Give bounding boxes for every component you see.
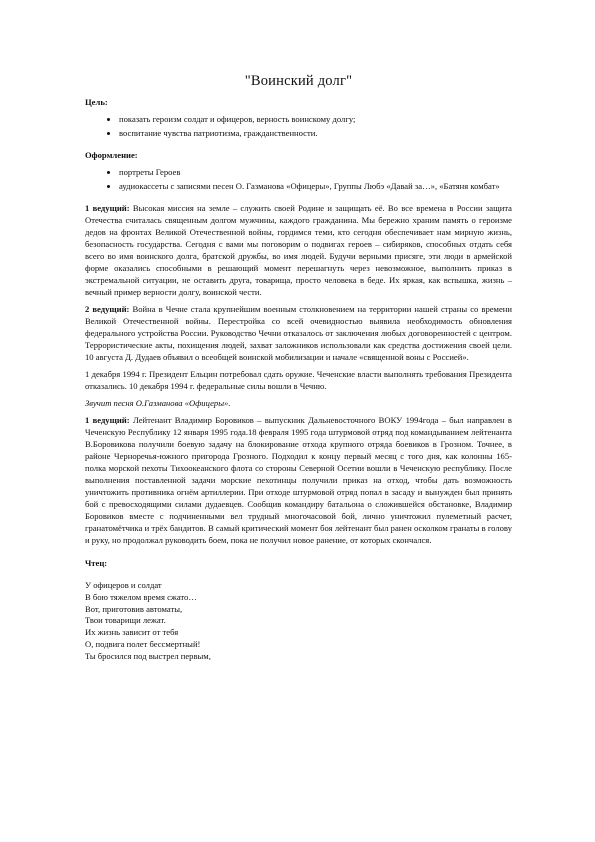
paragraph-host2 [85,303,512,363]
paragraph-host1 [85,202,512,298]
speaker-label: 1 ведущий: [85,203,130,213]
poem-line: О, подвига полет бессмертный! [85,638,201,649]
paragraph-host1-borovikov [85,414,512,546]
goal-item: • воспитание чувства патриотизма, гражданственности. [119,127,512,139]
poem-line: Твои товарищи лежат. [85,615,166,626]
song-note: Звучит песня О.Газманова «Офицеры». [85,398,231,408]
goal-item: • показать героизм солдат и офицеров, верность воинскому долгу; [119,113,512,125]
goal-list [85,113,512,139]
decor-item: • портреты Героев [119,166,512,178]
paragraph-date: 1 декабря 1994 г. Президент Ельцин потребовал сдать оружие. Чеченские власти выполнять требования Президента отказались. 10 декабря 1994 г. федеральные силы вошли в Чечню. [85,369,512,391]
document-page [85,72,512,663]
page-title: "Воинский долг" [244,73,353,89]
poem-line: Вот, приготовив автоматы, [85,603,183,614]
poem-line: Их жизнь зависит от тебя [85,627,179,638]
poem-line: У офицеров и солдат [85,580,162,590]
poem-line: Ты бросился под выстрел первым, [85,650,211,661]
paragraph-text: Война в Чечне стала крупнейшим военным столкновением на территории нашей страны со времени Великой Отечественной войны. Перестройка со всей очевидностью выявила необходимость обновления федерального устройства России. Руководство Чечни отказалось от заключения любых договоренностей с центром. Террористические акты, похищения людей, захват заложников использовали как средства достижения своей цели. 10 августа Д. Дудаев объявил о всеобщей воинской мобилизации и начале «священной воны с Россией». [85,304,513,362]
decor-list [85,166,512,192]
reader-heading: Чтец: [85,558,108,568]
goal-heading: Цель: [85,97,108,107]
paragraph-text: Высокая миссия на земле – служить своей Родине и защищать её. Во все времена в России защита Отечества считалась священным долгом мужчины, каждого гражданина. Мы бережно храним память о героизме дедов на фронтах Великой Отечественной войны, гордимся теми, кто сегодня обеспечивает нам мирную жизнь, безопасность государства. Сегодня с вами мы поговорим о подвигах героев – сибиряков, способных отдать себя всего во имя воинского долга, братской дружбы, во имя людей. Будучи верными присяге, эти люди в армейской форме оказались способными в решающий момент перешагнуть через невозможное, выполнить приказ в экстремальной ситуации, не оставить друга, товарища, просто человека в беде. Их яркая, как вспышка, жизнь – вечный пример верности долгу, воинской чести. [85,203,513,297]
decor-item: • аудиокассеты с записями песен О. Газманова «Офицеры», Группы Любэ «Давай за…», «Батяня комбат» [119,180,512,192]
speaker-label: 1 ведущий: [85,415,130,425]
speaker-label: 2 ведущий: [85,304,130,314]
poem [85,580,512,663]
poem-line: В бою тяжелом время сжато… [85,591,197,602]
paragraph-text: Лейтенант Владимир Боровиков – выпускник Дальневосточного ВОКУ 1994года – был направлен в Чеченскую Республику 12 января 1995 года.18 февраля 1995 года штурмовой отряд под командыванием лейтенанта В.Боровикова получили боевую задачу на блокирование отхода крупного отряда боевиков в Грозном. Точнее, в районе Черноречья-южного пригорода Грозного. Подходил к концу первый месяц с того дня, как колонны 165-полка морской пехоты Тихоокеанского флота со стороны Северной Осетии вошли в Чеченскую республику. После выполнения поставленной задачи морские пехотинцы получили приказ на отход, чтобы дать возможность уничтожить противника огнём артиллерии. При отходе штурмовой отряд попал в засаду и вынужден был принять бой с превосходящими силами дудаевцев. Сообщив командиру батальона о сложившейся обстановке, Владимир Боровиков вместе с подчиненными вел трудный многочасовой бой, лично уничтожил пулеметный расчет, гранатомётчика и трёх бандитов. В самый критический момент боя лейтенант был ранен осколком гранаты в голову и руку, но продолжал руководить боем, пока не получил новое ранение, от которых скончался. [85,415,512,545]
decor-heading: Оформление: [85,150,138,160]
